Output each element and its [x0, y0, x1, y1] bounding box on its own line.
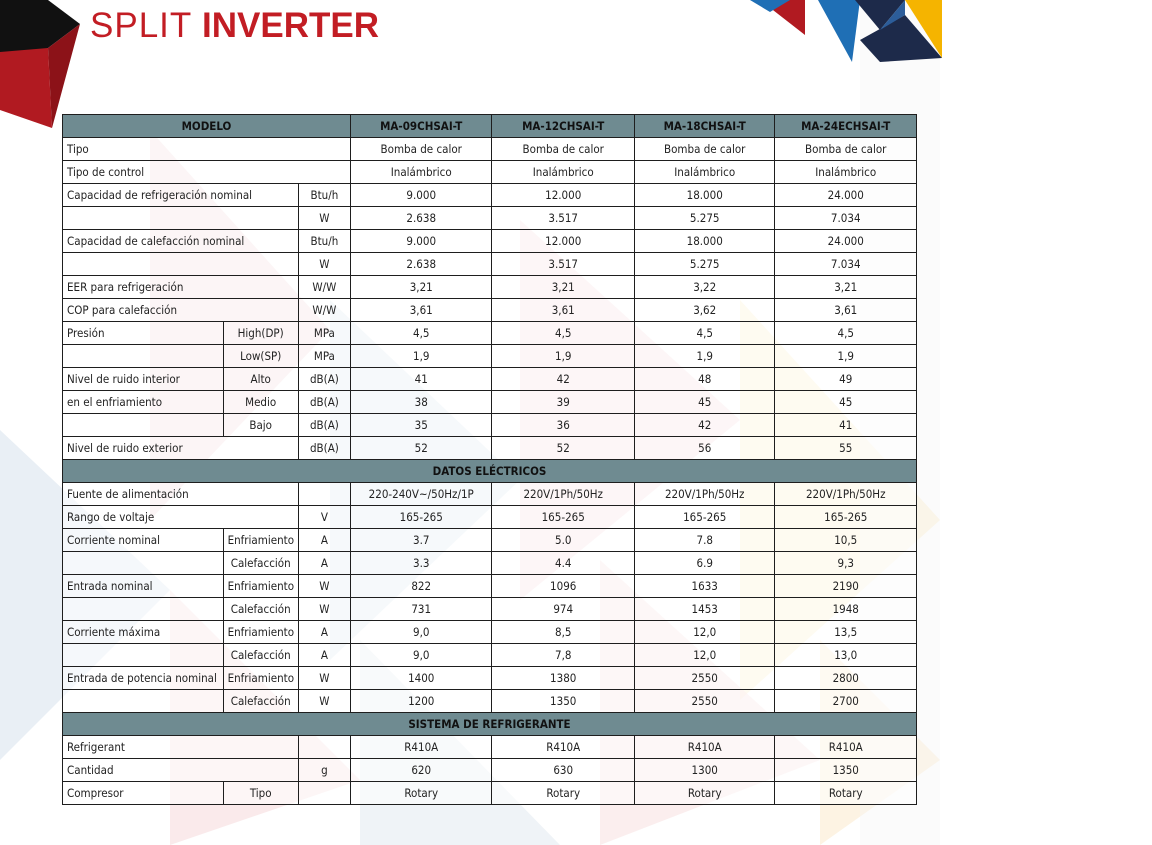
cell-sub: Calefacción: [223, 598, 298, 621]
cell-value: 1,9: [775, 345, 917, 368]
cell-unit: dB(A): [298, 391, 350, 414]
cell-value: 7.034: [775, 207, 917, 230]
table-row: [63, 506, 917, 529]
section-header-electric: [63, 460, 917, 483]
table-row: [63, 207, 917, 230]
cell-value: 52: [350, 437, 491, 460]
table-row: [63, 736, 917, 759]
table-row: [63, 437, 917, 460]
corner-arrow-red: [0, 48, 52, 128]
cell-value: 4,5: [634, 322, 774, 345]
cell-value: 3,62: [634, 299, 774, 322]
cell-value: 36: [492, 414, 635, 437]
cell-value: 165-265: [350, 506, 491, 529]
cell-value: 1300: [634, 759, 774, 782]
cell-value: 3.517: [492, 207, 635, 230]
cell-value: 12.000: [492, 184, 635, 207]
cell-value: 45: [775, 391, 917, 414]
cell-value: 5.0: [492, 529, 635, 552]
title-split: SPLIT: [90, 6, 193, 45]
cell-value: 9,0: [350, 621, 491, 644]
cell-value: 1096: [492, 575, 635, 598]
cell-value: 9,0: [350, 644, 491, 667]
cell-value: Inalámbrico: [492, 161, 635, 184]
cell-value: 1453: [634, 598, 774, 621]
cell-value: 49: [775, 368, 917, 391]
cell-unit: W: [298, 667, 350, 690]
cell-value: 220V/1Ph/50Hz: [775, 483, 917, 506]
cell-value: 165-265: [634, 506, 774, 529]
cell-value: 2550: [634, 690, 774, 713]
row-label: Capacidad de calefacción nominal: [63, 230, 299, 253]
cell-value: 38: [350, 391, 491, 414]
row-label-empty: [63, 644, 224, 667]
cell-value: 12,0: [634, 644, 774, 667]
cell-value: 42: [634, 414, 774, 437]
cell-value: Bomba de calor: [634, 138, 774, 161]
cell-value: 165-265: [492, 506, 635, 529]
model-name: MA-12CHSAI-T: [492, 115, 635, 138]
table-row: [63, 414, 917, 437]
cell-value: 8,5: [492, 621, 635, 644]
cell-unit: A: [298, 644, 350, 667]
row-label: COP para calefacción: [63, 299, 299, 322]
cell-unit: dB(A): [298, 368, 350, 391]
cell-value: 4.4: [492, 552, 635, 575]
table-row: [63, 667, 917, 690]
cell-unit: W: [298, 575, 350, 598]
table-row: [63, 138, 917, 161]
cell-value: 39: [492, 391, 635, 414]
cell-value: 5.275: [634, 253, 774, 276]
table-row: [63, 322, 917, 345]
cell-value: 1633: [634, 575, 774, 598]
row-label: Entrada nominal: [63, 575, 224, 598]
cell-value: Rotary: [492, 782, 635, 805]
cell-value: 1,9: [492, 345, 635, 368]
cell-value: 220V/1Ph/50Hz: [492, 483, 635, 506]
cell-value: 55: [775, 437, 917, 460]
table-row: [63, 552, 917, 575]
cell-value: 220V/1Ph/50Hz: [634, 483, 774, 506]
cell-unit: Btu/h: [298, 184, 350, 207]
section-title: SISTEMA DE REFRIGERANTE: [63, 713, 917, 736]
cell-value: 12,0: [634, 621, 774, 644]
row-label: en el enfriamiento: [63, 391, 224, 414]
row-label-empty: [63, 598, 224, 621]
cell-unit-empty: [298, 483, 350, 506]
cell-value: 9.000: [350, 184, 491, 207]
cell-value: 9,3: [775, 552, 917, 575]
row-label: Corriente máxima: [63, 621, 224, 644]
cell-value: 220-240V~/50Hz/1P: [350, 483, 491, 506]
cell-value: 3,22: [634, 276, 774, 299]
cell-value: Rotary: [775, 782, 917, 805]
row-label: Compresor: [63, 782, 224, 805]
cell-value: 630: [492, 759, 635, 782]
cell-value: 1380: [492, 667, 635, 690]
row-label: Corriente nominal: [63, 529, 224, 552]
cell-value: 3,21: [775, 276, 917, 299]
cell-sub: Low(SP): [223, 345, 298, 368]
model-name: MA-24ECHSAI-T: [775, 115, 917, 138]
cell-value: 1200: [350, 690, 491, 713]
cell-value: 3,61: [775, 299, 917, 322]
cell-value: 45: [634, 391, 774, 414]
cell-value: 7,8: [492, 644, 635, 667]
table-row: [63, 276, 917, 299]
cell-sub: Bajo: [223, 414, 298, 437]
cell-unit: A: [298, 621, 350, 644]
cell-value: 7.8: [634, 529, 774, 552]
cell-value: 9.000: [350, 230, 491, 253]
cell-unit: W: [298, 598, 350, 621]
cell-value: 2190: [775, 575, 917, 598]
cell-unit: W: [298, 253, 350, 276]
cell-value: 3.7: [350, 529, 491, 552]
cell-value: 35: [350, 414, 491, 437]
row-label: Nivel de ruido interior: [63, 368, 224, 391]
header-row: [63, 115, 917, 138]
cell-value: 4,5: [775, 322, 917, 345]
cell-value: Rotary: [350, 782, 491, 805]
table-row: [63, 598, 917, 621]
cell-value: 3,21: [350, 276, 491, 299]
cell-value: 42: [492, 368, 635, 391]
cell-sub: Enfriamiento: [223, 667, 298, 690]
cell-value: 41: [350, 368, 491, 391]
cell-value: 2700: [775, 690, 917, 713]
cell-sub: Calefacción: [223, 552, 298, 575]
cell-sub: Enfriamiento: [223, 575, 298, 598]
cell-unit: Btu/h: [298, 230, 350, 253]
cell-unit: W: [298, 690, 350, 713]
cell-unit: A: [298, 552, 350, 575]
row-label-empty: [63, 207, 299, 230]
cell-value: R410A: [492, 736, 635, 759]
cell-value: 1350: [492, 690, 635, 713]
cell-value: 56: [634, 437, 774, 460]
cell-value: 4,5: [350, 322, 491, 345]
cell-value: 3,61: [492, 299, 635, 322]
table-row: [63, 345, 917, 368]
cell-value: 10,5: [775, 529, 917, 552]
cell-value: 41: [775, 414, 917, 437]
cell-unit: W/W: [298, 299, 350, 322]
row-label-empty: [63, 552, 224, 575]
cell-value: 24.000: [775, 230, 917, 253]
table-row: [63, 575, 917, 598]
cell-value: Bomba de calor: [350, 138, 491, 161]
row-label: Tipo: [63, 138, 351, 161]
cell-sub: Tipo: [223, 782, 298, 805]
cell-value: 2550: [634, 667, 774, 690]
cell-value: 5.275: [634, 207, 774, 230]
cell-value: 2.638: [350, 207, 491, 230]
row-label: Fuente de alimentación: [63, 483, 299, 506]
row-label: Nivel de ruido exterior: [63, 437, 299, 460]
cell-value: Inalámbrico: [775, 161, 917, 184]
cell-value: Bomba de calor: [775, 138, 917, 161]
cell-value: 13,5: [775, 621, 917, 644]
cell-value: 12.000: [492, 230, 635, 253]
table-row: [63, 690, 917, 713]
corner-tri-blue: [818, 0, 860, 62]
cell-unit: V: [298, 506, 350, 529]
cell-unit: MPa: [298, 345, 350, 368]
cell-value: 3.517: [492, 253, 635, 276]
row-label: Capacidad de refrigeración nominal: [63, 184, 299, 207]
cell-value: 731: [350, 598, 491, 621]
row-label: Rango de voltaje: [63, 506, 299, 529]
cell-value: 620: [350, 759, 491, 782]
cell-value: R410A: [634, 736, 774, 759]
cell-value: 13,0: [775, 644, 917, 667]
cell-unit: g: [298, 759, 350, 782]
cell-value: 18.000: [634, 230, 774, 253]
cell-sub: Calefacción: [223, 690, 298, 713]
cell-unit: A: [298, 529, 350, 552]
table-row: [63, 299, 917, 322]
cell-value: 1,9: [350, 345, 491, 368]
page-title: [90, 4, 379, 48]
row-label: Entrada de potencia nominal: [63, 667, 224, 690]
cell-unit: dB(A): [298, 414, 350, 437]
cell-unit: W: [298, 207, 350, 230]
row-label-empty: [63, 345, 224, 368]
table-row: [63, 529, 917, 552]
cell-value: 3.3: [350, 552, 491, 575]
cell-value: R410A: [350, 736, 491, 759]
row-label-empty: [63, 414, 224, 437]
cell-value: Rotary: [634, 782, 774, 805]
cell-value: Bomba de calor: [492, 138, 635, 161]
table-row: [63, 391, 917, 414]
row-label: EER para refrigeración: [63, 276, 299, 299]
table-row: [63, 644, 917, 667]
cell-value: 24.000: [775, 184, 917, 207]
cell-value: 7.034: [775, 253, 917, 276]
table-row: [63, 184, 917, 207]
table-row: [63, 621, 917, 644]
row-label: Tipo de control: [63, 161, 351, 184]
cell-value: 1948: [775, 598, 917, 621]
table-row: [63, 161, 917, 184]
row-label: Refrigerant: [63, 736, 299, 759]
model-name: MA-18CHSAI-T: [634, 115, 774, 138]
cell-sub: Enfriamiento: [223, 621, 298, 644]
title-inverter: INVERTER: [202, 6, 379, 45]
cell-value: 4,5: [492, 322, 635, 345]
cell-value: 3,61: [350, 299, 491, 322]
cell-value: 48: [634, 368, 774, 391]
cell-value: 1,9: [634, 345, 774, 368]
table-row: [63, 368, 917, 391]
cell-sub: Alto: [223, 368, 298, 391]
cell-unit-empty: [298, 736, 350, 759]
row-label: Presión: [63, 322, 224, 345]
header-label: MODELO: [63, 115, 351, 138]
cell-value: 1400: [350, 667, 491, 690]
table-row: [63, 230, 917, 253]
row-label-empty: [63, 253, 299, 276]
section-header-refrigerant: [63, 713, 917, 736]
section-title: DATOS ELÉCTRICOS: [63, 460, 917, 483]
model-name: MA-09CHSAI-T: [350, 115, 491, 138]
table-row: [63, 483, 917, 506]
cell-unit: W/W: [298, 276, 350, 299]
cell-value: 2800: [775, 667, 917, 690]
cell-value: 18.000: [634, 184, 774, 207]
table-row: [63, 782, 917, 805]
cell-unit: MPa: [298, 322, 350, 345]
cell-unit: dB(A): [298, 437, 350, 460]
cell-value: 2.638: [350, 253, 491, 276]
cell-value: 52: [492, 437, 635, 460]
cell-sub: Enfriamiento: [223, 529, 298, 552]
cell-value: Inalámbrico: [350, 161, 491, 184]
cell-value: Inalámbrico: [634, 161, 774, 184]
row-label: Cantidad: [63, 759, 299, 782]
table-row: [63, 253, 917, 276]
table-row: [63, 759, 917, 782]
specifications-table: [62, 114, 917, 805]
cell-value: R410A: [775, 736, 917, 759]
cell-value: 1350: [775, 759, 917, 782]
cell-unit-empty: [298, 782, 350, 805]
cell-value: 3,21: [492, 276, 635, 299]
row-label-empty: [63, 690, 224, 713]
cell-sub: High(DP): [223, 322, 298, 345]
cell-value: 165-265: [775, 506, 917, 529]
cell-value: 974: [492, 598, 635, 621]
cell-value: 6.9: [634, 552, 774, 575]
cell-sub: Calefacción: [223, 644, 298, 667]
cell-value: 822: [350, 575, 491, 598]
cell-sub: Medio: [223, 391, 298, 414]
